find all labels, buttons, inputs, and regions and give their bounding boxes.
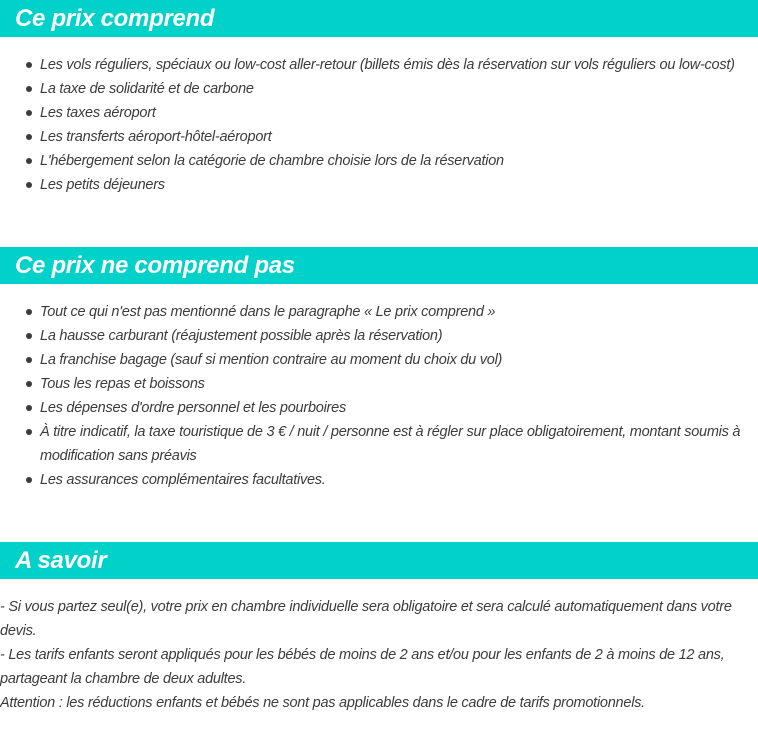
list-item: Les dépenses d'ordre personnel et les pourboires xyxy=(0,396,758,420)
list-item: À titre indicatif, la taxe touristique de 3 € / nuit / personne est à régler sur place obligatoirement, montant soumis à modification sans préavis xyxy=(0,420,758,468)
good-to-know-text xyxy=(0,595,758,715)
list-item: Les assurances complémentaires facultatives. xyxy=(0,468,758,492)
bullet-icon xyxy=(26,62,32,68)
list-item: Tous les repas et boissons xyxy=(0,372,758,396)
section-title-good-to-know: A savoir xyxy=(15,547,107,574)
bullet-icon xyxy=(26,86,32,92)
not-included-list xyxy=(0,300,758,492)
list-item: Tout ce qui n'est pas mentionné dans le paragraphe « Le prix comprend » xyxy=(0,300,758,324)
section-title-not-included: Ce prix ne comprend pas xyxy=(15,252,295,279)
list-item: L'hébergement selon la catégorie de chambre choisie lors de la réservation xyxy=(0,149,758,173)
bullet-icon xyxy=(26,477,32,483)
list-item: Les taxes aéroport xyxy=(0,101,758,125)
list-item: La hausse carburant (réajustement possible après la réservation) xyxy=(0,324,758,348)
bullet-icon xyxy=(26,357,32,363)
bullet-icon xyxy=(26,309,32,315)
section-header-good-to-know xyxy=(0,542,758,579)
bullet-icon xyxy=(26,182,32,188)
info-paragraph: - Si vous partez seul(e), votre prix en chambre individuelle sera obligatoire et sera calculé automatiquement dans votre devis. xyxy=(0,599,732,639)
bullet-icon xyxy=(26,429,32,435)
info-paragraph: Attention : les réductions enfants et bébés ne sont pas applicables dans le cadre de tarifs promotionnels. xyxy=(0,695,645,711)
included-list xyxy=(0,53,758,197)
bullet-icon xyxy=(26,134,32,140)
bullet-icon xyxy=(26,333,32,339)
section-title-included: Ce prix comprend xyxy=(15,5,215,32)
bullet-icon xyxy=(26,110,32,116)
bullet-icon xyxy=(26,158,32,164)
info-paragraph: - Les tarifs enfants seront appliqués pour les bébés de moins de 2 ans et/ou pour les enfants de 2 à moins de 12 ans, partageant la chambre de deux adultes. xyxy=(0,647,725,687)
section-header-included xyxy=(0,0,758,37)
list-item: Les transferts aéroport-hôtel-aéroport xyxy=(0,125,758,149)
list-item: Les petits déjeuners xyxy=(0,173,758,197)
bullet-icon xyxy=(26,405,32,411)
section-header-not-included xyxy=(0,247,758,284)
list-item: La franchise bagage (sauf si mention contraire au moment du choix du vol) xyxy=(0,348,758,372)
list-item: La taxe de solidarité et de carbone xyxy=(0,77,758,101)
bullet-icon xyxy=(26,381,32,387)
list-item: Les vols réguliers, spéciaux ou low-cost aller-retour (billets émis dès la réservation sur vols réguliers ou low-cost) xyxy=(0,53,758,77)
